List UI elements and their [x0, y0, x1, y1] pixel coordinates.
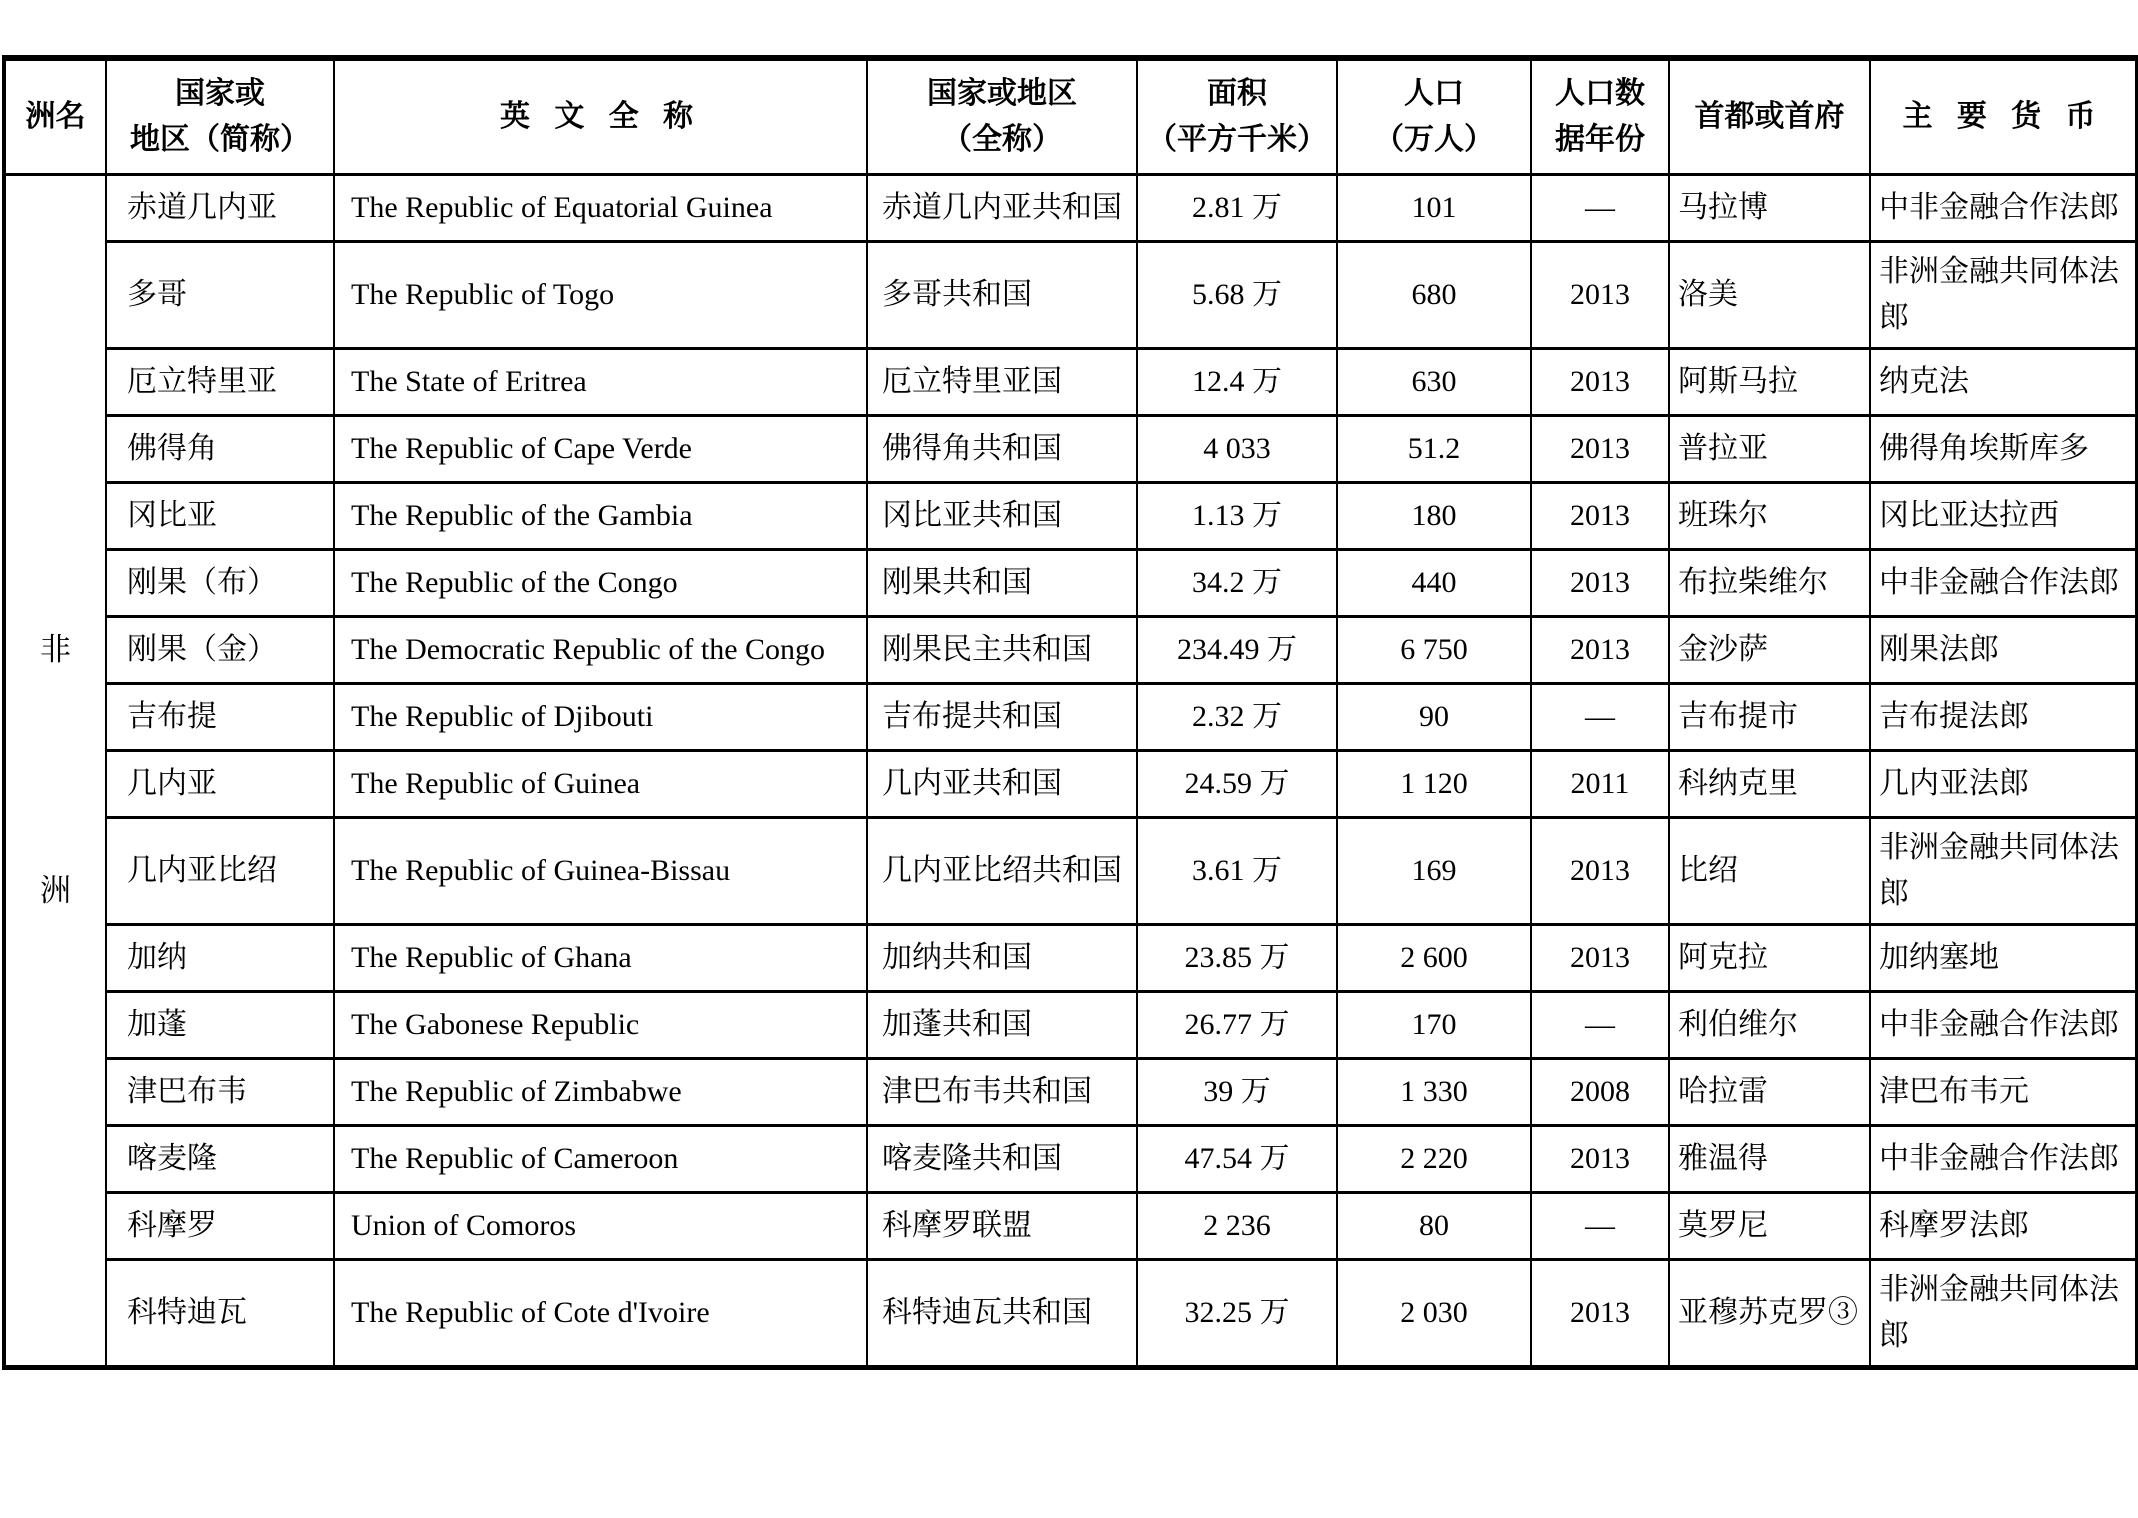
population-cell: 680: [1337, 242, 1531, 349]
full-name-cell: 加纳共和国: [867, 925, 1137, 992]
full-name-cell: 冈比亚共和国: [867, 483, 1137, 550]
english-name-cell: The Republic of Cote d'Ivoire: [334, 1260, 867, 1368]
english-name-cell: The Republic of Cameroon: [334, 1126, 867, 1193]
population-cell: 169: [1337, 818, 1531, 925]
population-cell: 440: [1337, 550, 1531, 617]
area-cell: 4 033: [1137, 416, 1337, 483]
pop-year-cell: —: [1531, 992, 1669, 1059]
countries-table: [2, 55, 2138, 1370]
full-name-cell: 赤道几内亚共和国: [867, 175, 1137, 242]
header-capital: 首都或首府: [1669, 58, 1870, 175]
header-population: [1337, 58, 1531, 175]
capital-cell: 普拉亚: [1669, 416, 1870, 483]
full-name-cell: 刚果共和国: [867, 550, 1137, 617]
english-name-cell: The Gabonese Republic: [334, 992, 867, 1059]
full-name-cell: 科摩罗联盟: [867, 1193, 1137, 1260]
capital-cell: 洛美: [1669, 242, 1870, 349]
short-name-cell: 几内亚比绍: [106, 818, 334, 925]
english-name-cell: The Republic of Equatorial Guinea: [334, 175, 867, 242]
header-short-name-line1: 国家或: [175, 77, 265, 110]
pop-year-cell: 2013: [1531, 1126, 1669, 1193]
header-pop-year: [1531, 58, 1669, 175]
english-name-cell: The Republic of Cape Verde: [334, 416, 867, 483]
pop-year-cell: 2013: [1531, 416, 1669, 483]
capital-cell: 金沙萨: [1669, 617, 1870, 684]
short-name-cell: 科摩罗: [106, 1193, 334, 1260]
population-cell: 2 600: [1337, 925, 1531, 992]
table-row: [4, 1193, 2137, 1260]
header-area: [1137, 58, 1337, 175]
table-body: [4, 175, 2137, 1368]
currency-cell: 中非金融合作法郎: [1870, 550, 2137, 617]
currency-cell: 中非金融合作法郎: [1870, 1126, 2137, 1193]
population-cell: 180: [1337, 483, 1531, 550]
short-name-cell: 喀麦隆: [106, 1126, 334, 1193]
capital-cell: 比绍: [1669, 818, 1870, 925]
capital-cell: 阿克拉: [1669, 925, 1870, 992]
page: [0, 55, 2138, 1518]
area-cell: 1.13 万: [1137, 483, 1337, 550]
english-name-cell: The Republic of the Gambia: [334, 483, 867, 550]
short-name-cell: 赤道几内亚: [106, 175, 334, 242]
currency-cell: 非洲金融共同体法郎: [1870, 1260, 2137, 1368]
area-cell: 2.32 万: [1137, 684, 1337, 751]
capital-cell: 班珠尔: [1669, 483, 1870, 550]
table-row: [4, 925, 2137, 992]
table-row: [4, 751, 2137, 818]
currency-cell: 中非金融合作法郎: [1870, 175, 2137, 242]
area-cell: 12.4 万: [1137, 349, 1337, 416]
table-row: [4, 1126, 2137, 1193]
currency-cell: 津巴布韦元: [1870, 1059, 2137, 1126]
short-name-cell: 多哥: [106, 242, 334, 349]
table-row: [4, 550, 2137, 617]
continent-char: 洲: [40, 873, 71, 908]
table-row: [4, 416, 2137, 483]
header-english-name: 英 文 全 称: [334, 58, 867, 175]
continent-char: 非: [40, 632, 71, 667]
currency-cell: 刚果法郎: [1870, 617, 2137, 684]
area-cell: 34.2 万: [1137, 550, 1337, 617]
short-name-cell: 厄立特里亚: [106, 349, 334, 416]
header-full-name: [867, 58, 1137, 175]
pop-year-cell: 2013: [1531, 550, 1669, 617]
pop-year-cell: —: [1531, 684, 1669, 751]
population-cell: 2 030: [1337, 1260, 1531, 1368]
header-area-line1: 面积: [1207, 77, 1267, 110]
area-cell: 5.68 万: [1137, 242, 1337, 349]
population-cell: 51.2: [1337, 416, 1531, 483]
population-cell: 170: [1337, 992, 1531, 1059]
currency-cell: 冈比亚达拉西: [1870, 483, 2137, 550]
full-name-cell: 加蓬共和国: [867, 992, 1137, 1059]
short-name-cell: 刚果（金）: [106, 617, 334, 684]
capital-cell: 布拉柴维尔: [1669, 550, 1870, 617]
currency-cell: 纳克法: [1870, 349, 2137, 416]
header-continent: 洲名: [4, 58, 106, 175]
header-area-line2: （平方千米）: [1147, 123, 1327, 156]
header-pop-year-line2: 据年份: [1555, 123, 1645, 156]
short-name-cell: 加蓬: [106, 992, 334, 1059]
population-cell: 630: [1337, 349, 1531, 416]
population-cell: 1 120: [1337, 751, 1531, 818]
capital-cell: 雅温得: [1669, 1126, 1870, 1193]
capital-cell: 马拉博: [1669, 175, 1870, 242]
full-name-cell: 厄立特里亚国: [867, 349, 1137, 416]
short-name-cell: 津巴布韦: [106, 1059, 334, 1126]
area-cell: 234.49 万: [1137, 617, 1337, 684]
header-short-name: [106, 58, 334, 175]
table-row: [4, 349, 2137, 416]
english-name-cell: The Republic of Ghana: [334, 925, 867, 992]
full-name-cell: 多哥共和国: [867, 242, 1137, 349]
short-name-cell: 冈比亚: [106, 483, 334, 550]
table-row: [4, 684, 2137, 751]
english-name-cell: The Republic of Guinea-Bissau: [334, 818, 867, 925]
full-name-cell: 喀麦隆共和国: [867, 1126, 1137, 1193]
capital-cell: 吉布提市: [1669, 684, 1870, 751]
table-row: [4, 1059, 2137, 1126]
pop-year-cell: 2011: [1531, 751, 1669, 818]
area-cell: 23.85 万: [1137, 925, 1337, 992]
header-population-line2: （万人）: [1374, 123, 1494, 156]
header-population-line1: 人口: [1404, 77, 1464, 110]
area-cell: 2.81 万: [1137, 175, 1337, 242]
header-short-name-line2: 地区（简称）: [130, 123, 310, 156]
currency-cell: 非洲金融共同体法郎: [1870, 242, 2137, 349]
area-cell: 47.54 万: [1137, 1126, 1337, 1193]
english-name-cell: The Republic of Zimbabwe: [334, 1059, 867, 1126]
header-full-name-line2: （全称）: [942, 123, 1062, 156]
population-cell: 90: [1337, 684, 1531, 751]
pop-year-cell: 2013: [1531, 349, 1669, 416]
short-name-cell: 刚果（布）: [106, 550, 334, 617]
pop-year-cell: 2013: [1531, 242, 1669, 349]
area-cell: 24.59 万: [1137, 751, 1337, 818]
population-cell: 80: [1337, 1193, 1531, 1260]
capital-cell: 科纳克里: [1669, 751, 1870, 818]
population-cell: 101: [1337, 175, 1531, 242]
full-name-cell: 几内亚比绍共和国: [867, 818, 1137, 925]
english-name-cell: The Republic of Guinea: [334, 751, 867, 818]
pop-year-cell: —: [1531, 1193, 1669, 1260]
population-cell: 1 330: [1337, 1059, 1531, 1126]
header-row: [4, 58, 2137, 175]
table-row: [4, 992, 2137, 1059]
pop-year-cell: 2008: [1531, 1059, 1669, 1126]
table-header: [4, 58, 2137, 175]
table-row: [4, 818, 2137, 925]
short-name-cell: 科特迪瓦: [106, 1260, 334, 1368]
currency-cell: 佛得角埃斯库多: [1870, 416, 2137, 483]
table-row: [4, 175, 2137, 242]
area-cell: 26.77 万: [1137, 992, 1337, 1059]
pop-year-cell: 2013: [1531, 1260, 1669, 1368]
english-name-cell: The State of Eritrea: [334, 349, 867, 416]
pop-year-cell: 2013: [1531, 818, 1669, 925]
capital-cell: 利伯维尔: [1669, 992, 1870, 1059]
full-name-cell: 吉布提共和国: [867, 684, 1137, 751]
short-name-cell: 几内亚: [106, 751, 334, 818]
area-cell: 32.25 万: [1137, 1260, 1337, 1368]
currency-cell: 非洲金融共同体法郎: [1870, 818, 2137, 925]
capital-cell: 哈拉雷: [1669, 1059, 1870, 1126]
currency-cell: 几内亚法郎: [1870, 751, 2137, 818]
currency-cell: 中非金融合作法郎: [1870, 992, 2137, 1059]
pop-year-cell: 2013: [1531, 925, 1669, 992]
table-row: [4, 617, 2137, 684]
currency-cell: 科摩罗法郎: [1870, 1193, 2137, 1260]
header-pop-year-line1: 人口数: [1555, 77, 1645, 110]
english-name-cell: The Republic of Togo: [334, 242, 867, 349]
full-name-cell: 刚果民主共和国: [867, 617, 1137, 684]
full-name-cell: 津巴布韦共和国: [867, 1059, 1137, 1126]
english-name-cell: The Republic of the Congo: [334, 550, 867, 617]
full-name-cell: 几内亚共和国: [867, 751, 1137, 818]
header-currency: 主 要 货 币: [1870, 58, 2137, 175]
table-row: [4, 242, 2137, 349]
pop-year-cell: 2013: [1531, 483, 1669, 550]
english-name-cell: The Republic of Djibouti: [334, 684, 867, 751]
pop-year-cell: 2013: [1531, 617, 1669, 684]
currency-cell: 吉布提法郎: [1870, 684, 2137, 751]
english-name-cell: The Democratic Republic of the Congo: [334, 617, 867, 684]
capital-cell: 莫罗尼: [1669, 1193, 1870, 1260]
table-row: [4, 483, 2137, 550]
short-name-cell: 吉布提: [106, 684, 334, 751]
continent-cell: [4, 175, 106, 1368]
population-cell: 2 220: [1337, 1126, 1531, 1193]
table-row: [4, 1260, 2137, 1368]
short-name-cell: 佛得角: [106, 416, 334, 483]
english-name-cell: Union of Comoros: [334, 1193, 867, 1260]
capital-cell: 阿斯马拉: [1669, 349, 1870, 416]
pop-year-cell: —: [1531, 175, 1669, 242]
capital-cell: 亚穆苏克罗③: [1669, 1260, 1870, 1368]
area-cell: 2 236: [1137, 1193, 1337, 1260]
header-full-name-line1: 国家或地区: [927, 77, 1077, 110]
area-cell: 39 万: [1137, 1059, 1337, 1126]
population-cell: 6 750: [1337, 617, 1531, 684]
full-name-cell: 佛得角共和国: [867, 416, 1137, 483]
full-name-cell: 科特迪瓦共和国: [867, 1260, 1137, 1368]
currency-cell: 加纳塞地: [1870, 925, 2137, 992]
short-name-cell: 加纳: [106, 925, 334, 992]
area-cell: 3.61 万: [1137, 818, 1337, 925]
